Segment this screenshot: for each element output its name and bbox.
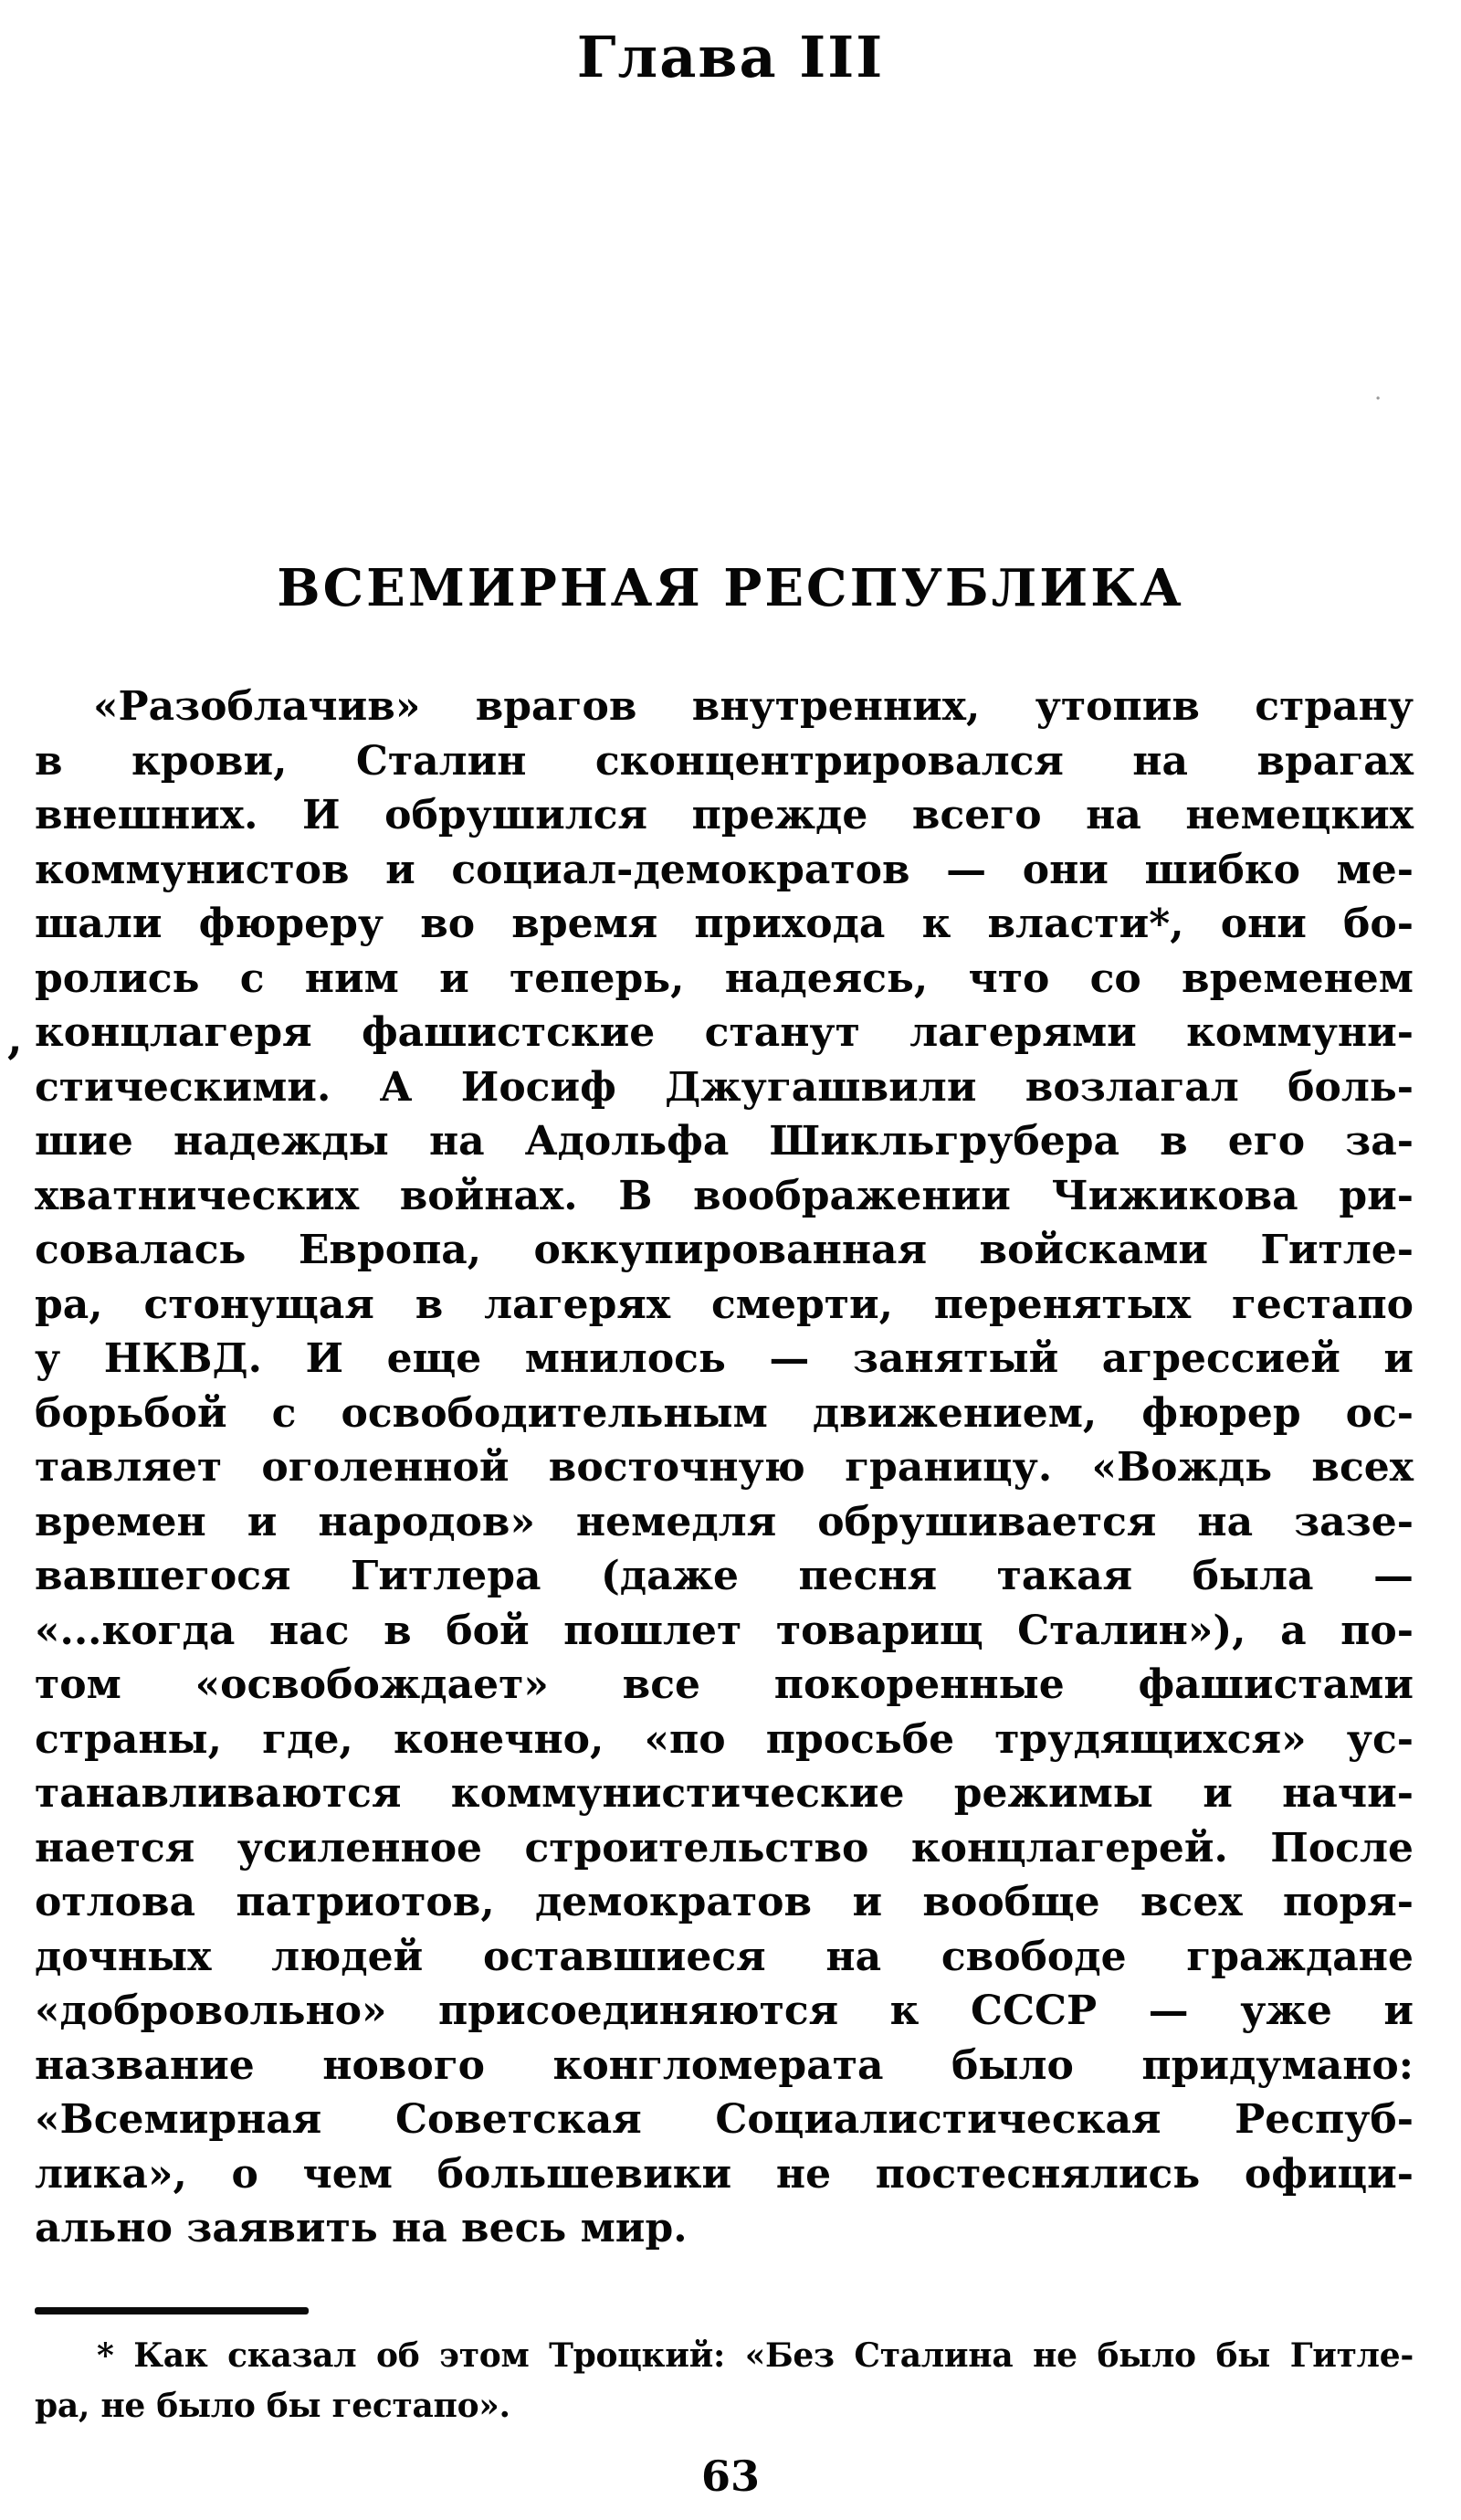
- body-line: «Всемирная Советская Социалистическая Респуб-: [35, 2096, 1414, 2143]
- body-line: тавляет оголенной восточную границу. «Вождь всех: [35, 1444, 1414, 1491]
- body-line: «Разоблачив» врагов внутренних, утопив страну: [93, 683, 1414, 730]
- body-line: совалась Европа, оккупированная войсками Гитле-: [35, 1227, 1414, 1273]
- body-line: том «освобождает» все покоренные фашистами: [35, 1661, 1414, 1708]
- body-line: внешних. И обрушился прежде всего на немецких: [35, 792, 1414, 838]
- chapter-title: Глава III: [576, 24, 885, 90]
- page-number: 63: [700, 2451, 760, 2501]
- body-line: стическими. А Иосиф Джугашвили возлагал боль-: [35, 1063, 1414, 1111]
- body-line: ально заявить на весь мир.: [35, 2205, 688, 2251]
- body-line: шие надежды на Адольфа Шикльгрубера в его за-: [35, 1118, 1414, 1165]
- body-line: ра, стонущая в лагерях смерти, перенятых гестапо: [35, 1281, 1414, 1328]
- body-line: дочных людей оставшиеся на свободе граждане: [35, 1933, 1414, 1980]
- body-line: концлагеря фашистские станут лагерями коммуни-: [35, 1009, 1414, 1056]
- body-line: коммунистов и социал-демократов — они шибко ме-: [35, 846, 1414, 893]
- footnote: [35, 2331, 1414, 2431]
- scan-artifact-speck: ·: [1374, 385, 1382, 413]
- body-line: танавливаются коммунистические режимы и начи-: [35, 1770, 1414, 1817]
- body-line: времен и народов» немедля обрушивается на зазе-: [35, 1498, 1414, 1545]
- footnote-line: ра, не было бы гестапо».: [35, 2387, 510, 2425]
- body-line: борьбой с освободительным движением, фюрер ос-: [35, 1389, 1414, 1437]
- body-line: страны, где, конечно, «по просьбе трудящихся» ус-: [35, 1715, 1414, 1763]
- body-line: в крови, Сталин сконцентрировался на врагах: [35, 737, 1414, 785]
- footnote-line: * Как сказал об этом Троцкий: «Без Сталина не было бы Гитле-: [97, 2336, 1414, 2375]
- body-line: вавшегося Гитлера (даже песня такая была —: [35, 1553, 1414, 1599]
- footnote-divider: [35, 2307, 309, 2314]
- body-line: лика», о чем большевики не постеснялись офици-: [35, 2150, 1414, 2198]
- body-line: хватнических войнах. В воображении Чижикова ри-: [35, 1172, 1414, 1219]
- body-line: отлова патриотов, демократов и вообще всех поря-: [35, 1879, 1414, 1925]
- body-line: у НКВД. И еще мнилось — занятый агрессией и: [35, 1335, 1414, 1382]
- body-line: «добровольно» присоединяются к СССР — уже и: [35, 1988, 1414, 2034]
- paragraph: [35, 680, 1414, 2256]
- body-line: нается усиленное строительство концлагерей. После: [35, 1824, 1414, 1872]
- body-line: название нового конгломерата было придумано:: [35, 2041, 1414, 2089]
- section-heading: ВСЕМИРНАЯ РЕСПУБЛИКА: [277, 558, 1184, 618]
- scan-artifact-comma: ,: [7, 1013, 23, 1064]
- body-line: «...когда нас в бой пошлет товарищ Сталин»), а по-: [35, 1607, 1414, 1654]
- body-line: ролись с ним и теперь, надеясь, что со временем: [35, 954, 1414, 1002]
- body-line: шали фюреру во время прихода к власти*, они бо-: [35, 901, 1414, 947]
